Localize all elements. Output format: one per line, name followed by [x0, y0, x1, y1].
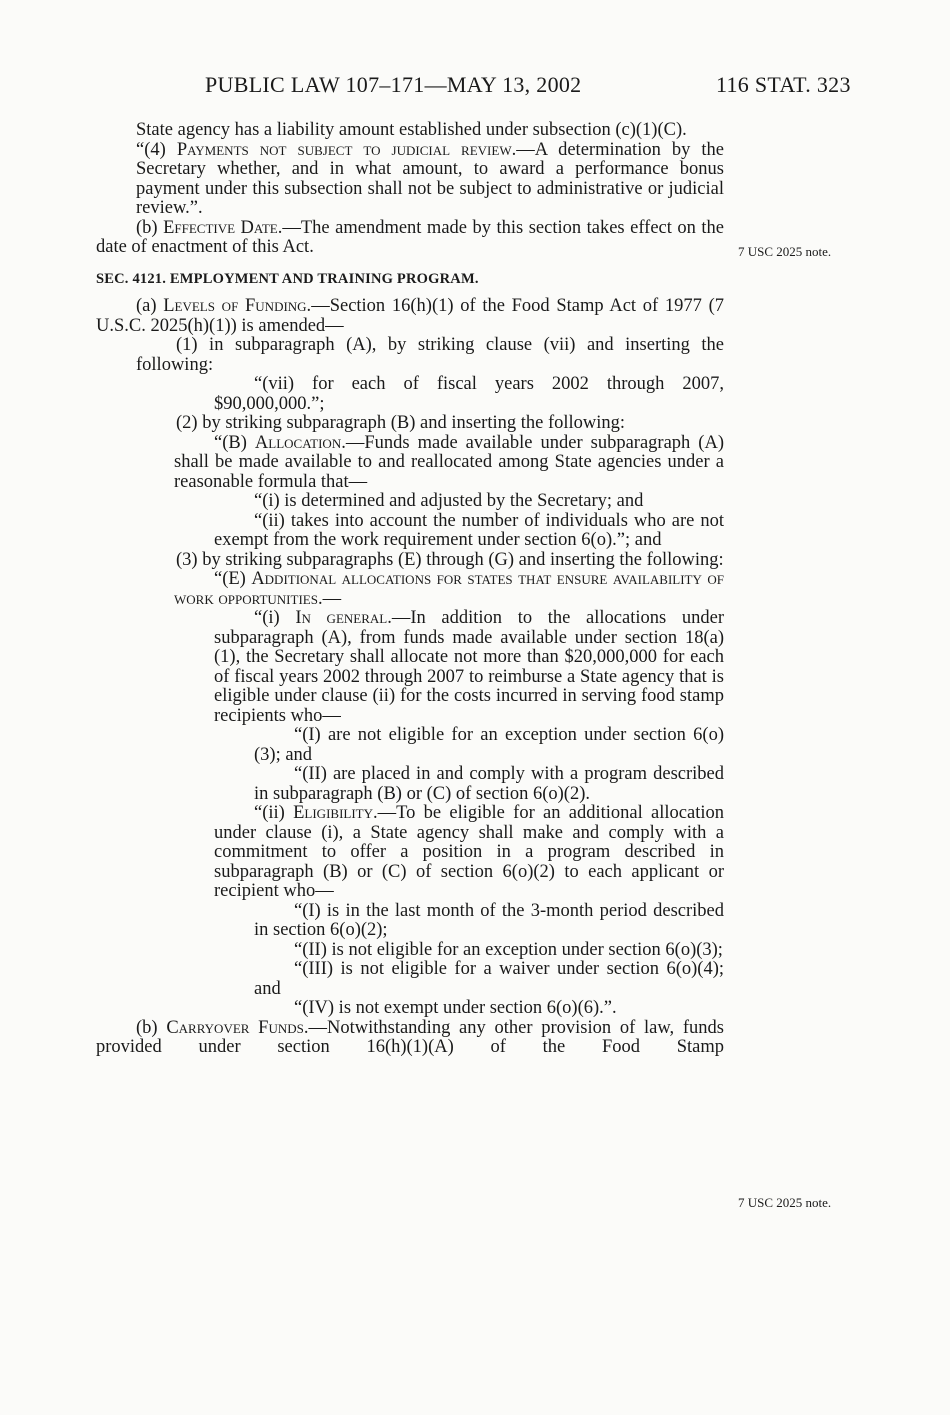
- paragraph-heading: Additional allocations for states that ensure availability of work opportunities.: [174, 569, 724, 609]
- paragraph-b-allocation: “(B) Allocation.—Funds made available under subparagraph (A) shall be made available to and reallocated among State agencies under a reasonable formula that—: [174, 432, 724, 492]
- paragraph-heading: Levels of Funding.: [163, 296, 312, 316]
- paragraph-heading: Eligibility.: [293, 803, 378, 823]
- clause-ii-eligibility: “(ii) Eligibility.—To be eligible for an additional allocation under clause (i), a State agency shall make and comply with a commitment to offer a position in a program described in subparagraph (B) or (C) of section 6(o)(2) to each applicant or recipient who—: [214, 803, 724, 901]
- subclause-II-exception: “(II) is not eligible for an exception under section 6(o)(3);: [294, 939, 723, 960]
- paragraph-3: (3) by striking subparagraphs (E) through (G) and inserting the following:: [176, 549, 724, 570]
- subclause-I-last-month: “(I) is in the last month of the 3-month period described in section 6(o)(2);: [254, 900, 724, 940]
- paragraph-heading: Effective Date.: [163, 217, 283, 238]
- paragraph-heading: Allocation.: [254, 432, 346, 453]
- paragraph-e-additional-allocations: “(E) Additional allocations for states that ensure availability of work opportunities.—: [174, 569, 724, 609]
- subclause-I: “(I) are not eligible for an exception under section 6(o)(3); and: [254, 725, 724, 765]
- margin-note-effective-date: 7 USC 2025 note.: [738, 244, 832, 259]
- subclause-II: “(II) are placed in and comply with a program described in subparagraph (B) or (C) of section 6(o)(2).: [254, 764, 724, 804]
- paragraph-b-carryover-funds: (b) Carryover Funds.—Notwithstanding any other provision of law, funds provided under section 16(h)(1)(A) of the Food Stamp: [96, 1017, 724, 1057]
- clause-i-in-general: “(i) In general.—In addition to the allocations under subparagraph (A), from funds made available under section 18(a)(1), the Secretary shall allocate not more than $20,000,000 for each of fiscal years 2002 through 2007 to reimburse a State agency that is eligible under clause (ii) for the costs incurred in serving food stamp recipients who—: [214, 608, 724, 726]
- subclause-III-waiver: “(III) is not eligible for a waiver under section 6(o)(4); and: [254, 959, 724, 999]
- paragraph-2: (2) by striking subparagraph (B) and inserting the following:: [176, 413, 626, 433]
- paragraph-continuation: State agency has a liability amount established under subsection (c)(1)(C).: [136, 120, 687, 140]
- section-heading: SEC. 4121. EMPLOYMENT AND TRAINING PROGRAM.: [96, 270, 479, 287]
- paragraph-vii: “(vii) for each of fiscal years 2002 through 2007, $90,000,000.”;: [214, 374, 724, 414]
- clause-i: “(i) is determined and adjusted by the Secretary; and: [254, 491, 644, 511]
- paragraph-heading: In general.: [295, 608, 392, 628]
- paragraph-heading: Payments not subject to judicial review.: [176, 139, 517, 160]
- paragraph-b-effective-date: (b) Effective Date.—The amendment made by this section takes effect on the date of enactment of this Act.: [96, 217, 724, 257]
- document-body: [96, 121, 724, 1058]
- clause-ii: “(ii) takes into account the number of individuals who are not exempt from the work requirement under section 6(o).”; and: [214, 510, 724, 550]
- paragraph-a-levels-of-funding: (a) Levels of Funding.—Section 16(h)(1) of the Food Stamp Act of 1977 (7 U.S.C. 2025(h)(1)) is amended—: [96, 296, 724, 336]
- paragraph-1: (1) in subparagraph (A), by striking clause (vii) and inserting the following:: [136, 335, 724, 375]
- subclause-IV-exempt: “(IV) is not exempt under section 6(o)(6).”.: [294, 998, 617, 1018]
- margin-note-carryover: 7 USC 2025 note.: [738, 1195, 832, 1210]
- running-head-stat-page: 116 STAT. 323: [716, 72, 851, 97]
- paragraph-4-payments: “(4) Payments not subject to judicial review.—A determination by the Secretary whether, and in what amount, to award a performance bonus payment under this subsection shall not be subject to administrative or judicial review.”.: [136, 139, 724, 218]
- paragraph-heading: Carryover Funds.: [166, 1017, 309, 1038]
- running-head-title: PUBLIC LAW 107–171—MAY 13, 2002: [205, 72, 582, 97]
